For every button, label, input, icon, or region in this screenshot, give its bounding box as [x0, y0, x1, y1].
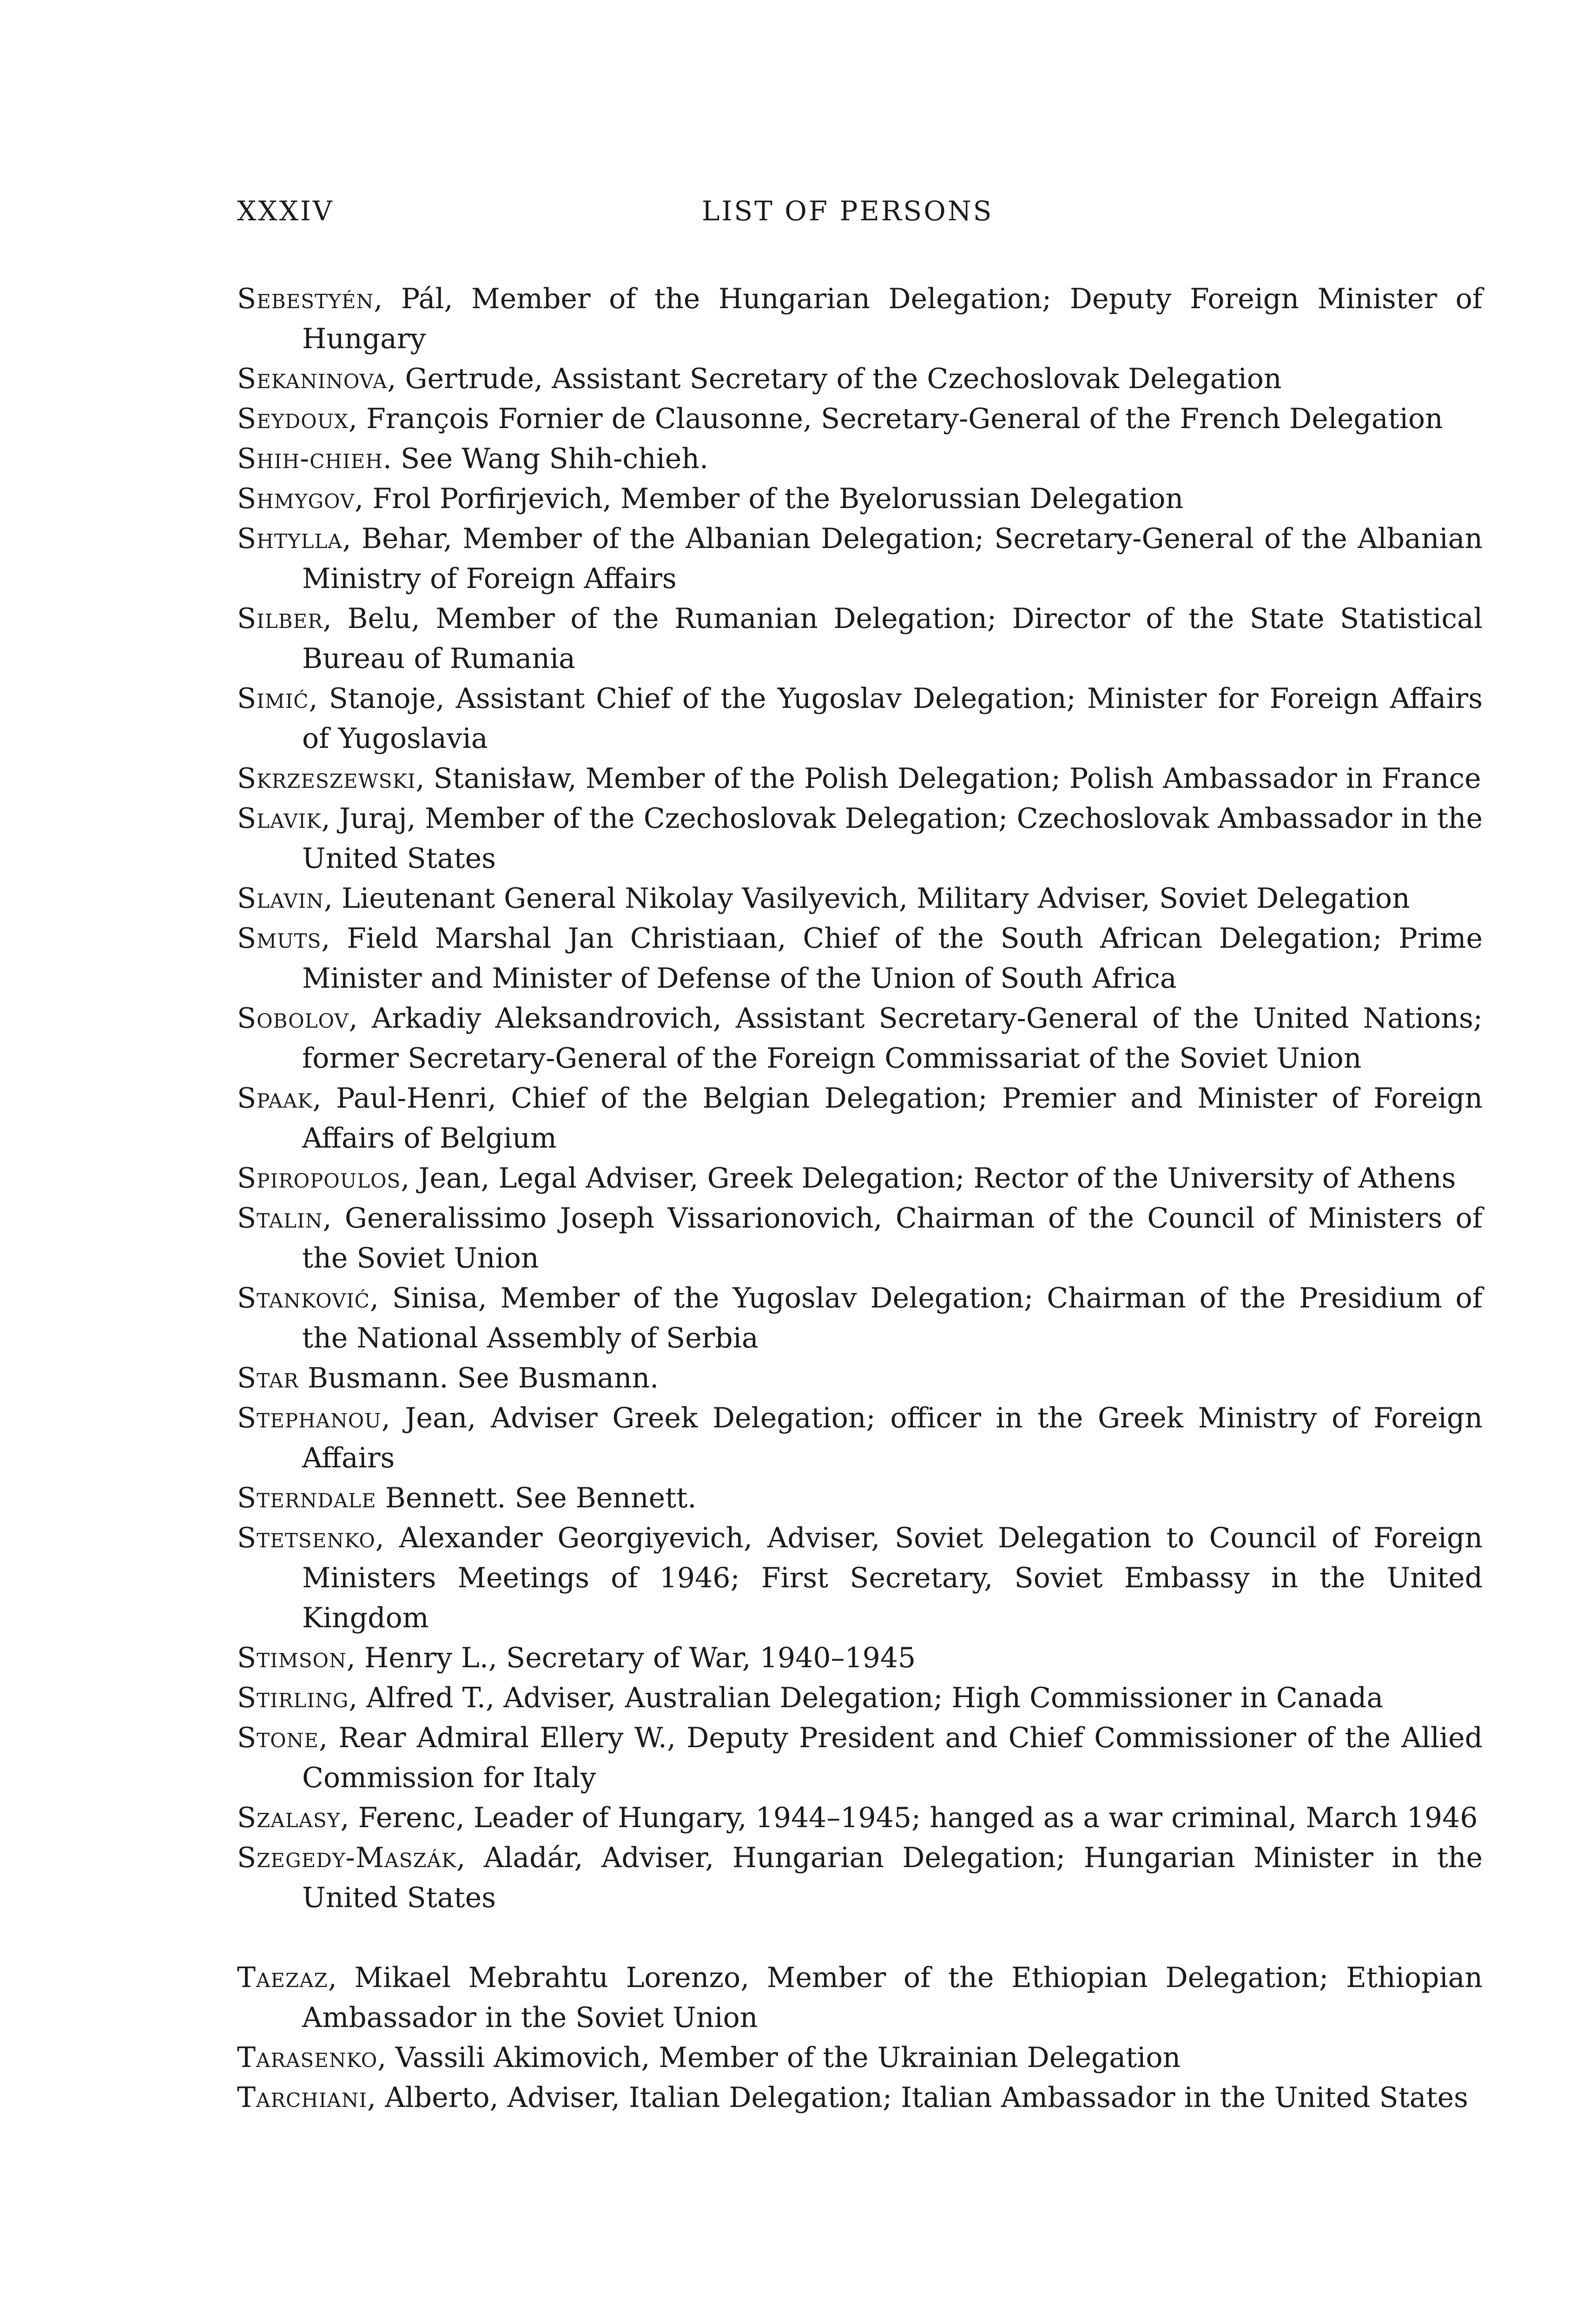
person-entry	[237, 1278, 1483, 1358]
entry-surname: Stephanou	[237, 1402, 382, 1434]
entry-details: Bennett. See Bennett.	[376, 1482, 697, 1514]
entry-details: Busmann. See Busmann.	[298, 1362, 659, 1394]
entry-details: , Field Marshal Jan Christiaan, Chief of the South African Delegation; Prime Minister and Minister of Defense of the Union of South Africa	[302, 922, 1483, 995]
entry-details: . See Wang Shih-chieh.	[383, 442, 709, 475]
entry-surname: Sobolov	[237, 1002, 349, 1035]
entry-details: , Aladár, Adviser, Hungarian Delegation; Hungarian Minister in the United States	[302, 1842, 1483, 1914]
entry-surname: Szalasy	[237, 1802, 341, 1834]
running-title: LIST OF PERSONS	[702, 195, 994, 227]
person-entry	[237, 1958, 1483, 2038]
person-entry	[237, 759, 1483, 799]
person-entry	[237, 599, 1483, 679]
person-entry	[237, 2078, 1483, 2118]
person-entry	[237, 1078, 1483, 1158]
entries-group-t	[237, 1958, 1483, 2118]
entry-surname: Shmygov	[237, 482, 355, 515]
entry-surname: Silber	[237, 602, 323, 635]
entry-details: , Gertrude, Assistant Secretary of the Czechoslovak Delegation	[387, 363, 1282, 395]
entry-details: , Juraj, Member of the Czechoslovak Delegation; Czechoslovak Ambassador in the United States	[302, 802, 1483, 875]
entry-surname: Spiropoulos	[237, 1162, 401, 1195]
page-header	[237, 195, 1483, 232]
section-gap	[237, 1918, 1483, 1958]
page-number: XXXIV	[237, 195, 334, 227]
person-entry	[237, 1158, 1483, 1198]
entry-surname: Stanković	[237, 1282, 370, 1314]
entry-details: , Jean, Legal Adviser, Greek Delegation; Rector of the University of Athens	[401, 1162, 1456, 1195]
entry-details: , Alfred T., Adviser, Australian Delegation; High Commissioner in Canada	[349, 1682, 1384, 1714]
entry-surname: Taezaz	[237, 1961, 328, 1994]
entries-group-s	[237, 279, 1483, 1918]
entry-details: , Mikael Mebrahtu Lorenzo, Member of the Ethiopian Delegation; Ethiopian Ambassador in the Soviet Union	[302, 1961, 1483, 2034]
entry-details: , Paul-Henri, Chief of the Belgian Delegation; Premier and Minister of Foreign Affairs of Belgium	[302, 1082, 1483, 1155]
person-entry	[237, 399, 1483, 439]
person-entry	[237, 1198, 1483, 1278]
person-entry	[237, 2038, 1483, 2078]
person-entry	[237, 439, 1483, 479]
entry-surname: Simić	[237, 682, 309, 715]
entry-surname: Slavin	[237, 882, 324, 915]
person-entry	[237, 1518, 1483, 1638]
entry-details: , François Fornier de Clausonne, Secretary-General of the French Delegation	[348, 403, 1443, 435]
entry-details: , Generalissimo Joseph Vissarionovich, Chairman of the Council of Ministers of the Soviet Union	[302, 1202, 1483, 1274]
person-entry	[237, 799, 1483, 878]
entry-surname: Stimson	[237, 1642, 347, 1674]
entry-surname: Sebestyén	[237, 283, 374, 315]
entry-surname: Skrzeszewski	[237, 762, 416, 795]
entry-surname: Shtylla	[237, 522, 343, 555]
entry-surname: Star	[237, 1362, 299, 1394]
person-entry	[237, 359, 1483, 399]
person-entry	[237, 1398, 1483, 1478]
entry-surname: Spaak	[237, 1082, 313, 1115]
list-of-persons	[237, 279, 1483, 2118]
entry-details: , Pál, Member of the Hungarian Delegation; Deputy Foreign Minister of Hungary	[302, 283, 1483, 355]
entry-details: , Jean, Adviser Greek Delegation; officer in the Greek Ministry of Foreign Affairs	[302, 1402, 1483, 1474]
entry-details: , Lieutenant General Nikolay Vasilyevich, Military Adviser, Soviet Delegation	[323, 882, 1410, 915]
person-entry	[237, 1358, 1483, 1398]
entry-surname: Sekaninova	[237, 363, 388, 395]
entry-surname: Slavik	[237, 802, 322, 835]
entry-surname: Stone	[237, 1722, 319, 1754]
person-entry	[237, 679, 1483, 759]
person-entry	[237, 878, 1483, 918]
person-entry	[237, 279, 1483, 359]
entry-details: , Frol Porfirjevich, Member of the Byelorussian Delegation	[355, 482, 1184, 515]
entry-details: , Behar, Member of the Albanian Delegation; Secretary-General of the Albanian Ministry of Foreign Affairs	[302, 522, 1483, 595]
entry-details: , Arkadiy Aleksandrovich, Assistant Secretary-General of the United Nations; former Secretary-General of the Foreign Commissariat of the Soviet Union	[302, 1002, 1483, 1075]
entry-surname: Stirling	[237, 1682, 349, 1714]
entry-surname: Stetsenko	[237, 1522, 376, 1554]
person-entry	[237, 1638, 1483, 1678]
entry-details: , Ferenc, Leader of Hungary, 1944–1945; hanged as a war criminal, March 1946	[340, 1802, 1478, 1834]
entry-surname: Tarchiani	[237, 2081, 367, 2114]
person-entry	[237, 1798, 1483, 1838]
entry-details: , Alberto, Adviser, Italian Delegation; Italian Ambassador in the United States	[367, 2081, 1468, 2114]
person-entry	[237, 1718, 1483, 1798]
entry-surname: Stalin	[237, 1202, 323, 1235]
entry-surname: Sterndale	[237, 1482, 376, 1514]
person-entry	[237, 479, 1483, 519]
person-entry	[237, 1478, 1483, 1518]
person-entry	[237, 1678, 1483, 1718]
entry-surname: Shih-chieh	[237, 442, 383, 475]
entry-details: , Belu, Member of the Rumanian Delegation; Director of the State Statistical Bureau of Rumania	[302, 602, 1483, 675]
entry-surname: Tarasenko	[237, 2041, 378, 2074]
entry-details: , Stanisław, Member of the Polish Delegation; Polish Ambassador in France	[416, 762, 1481, 795]
entry-details: , Henry L., Secretary of War, 1940–1945	[346, 1642, 916, 1674]
entry-details: , Vassili Akimovich, Member of the Ukrainian Delegation	[377, 2041, 1181, 2074]
person-entry	[237, 1838, 1483, 1918]
person-entry	[237, 519, 1483, 599]
entry-details: , Alexander Georgiyevich, Adviser, Soviet Delegation to Council of Foreign Ministers Meetings of 1946; First Secretary, Soviet Embassy in the United Kingdom	[302, 1522, 1483, 1634]
person-entry	[237, 918, 1483, 998]
entry-surname: Szegedy-Maszák	[237, 1842, 457, 1874]
entry-details: , Stanoje, Assistant Chief of the Yugoslav Delegation; Minister for Foreign Affairs of Yugoslavia	[302, 682, 1483, 755]
entry-details: , Sinisa, Member of the Yugoslav Delegation; Chairman of the Presidium of the National Assembly of Serbia	[302, 1282, 1483, 1354]
entry-surname: Smuts	[237, 922, 322, 955]
entry-surname: Seydoux	[237, 403, 349, 435]
entry-details: , Rear Admiral Ellery W., Deputy President and Chief Commissioner of the Allied Commission for Italy	[302, 1722, 1483, 1794]
person-entry	[237, 998, 1483, 1078]
